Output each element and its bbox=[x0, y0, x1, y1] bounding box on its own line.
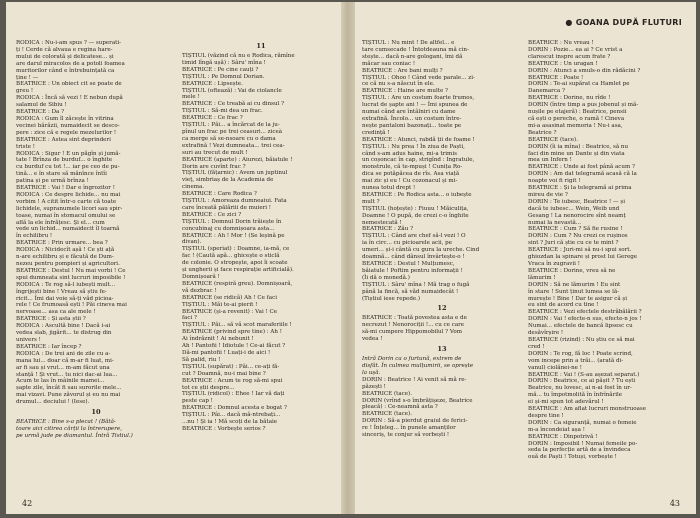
text-line: nemestecată ! bbox=[362, 219, 402, 226]
text-line: TIȘTIUL (speriat) : Doamne, ia-mă, ce bbox=[182, 246, 290, 253]
text-line: eu sint de acord cu tine ! bbox=[528, 302, 599, 309]
text-line: TIȘTIUL : Pâi... dacă mă-ntrebați... bbox=[182, 412, 281, 419]
text-line: Vraca în zugravii ! bbox=[528, 261, 580, 267]
text-line: mi-a asasinat memoria ! Nu-i asa, bbox=[528, 122, 623, 129]
left-col1-lines bbox=[16, 40, 176, 406]
text-line: murește ! Bine ! Dar te asigur că și bbox=[528, 295, 628, 302]
text-line: Ai îndrăznit ! Ai nebunit ! bbox=[182, 336, 254, 343]
text-line: triste ! bbox=[16, 143, 36, 150]
text-line: vedea ! bbox=[362, 336, 383, 343]
text-line: BEATRICE : Un obiect cit se poate de bbox=[16, 81, 122, 88]
page-number-right: 43 bbox=[669, 499, 680, 508]
text-line: Domnișoară ! bbox=[182, 274, 220, 280]
text-line: BEATRICE (respiră greu). Domnișoară, bbox=[182, 280, 293, 287]
text-line: măcar sau coniac ! bbox=[362, 60, 416, 67]
text-line: mă... tu împotmolită în înfrînările bbox=[528, 392, 623, 399]
text-line: monstrule, că te-mpuși ! Cunița Ro- bbox=[362, 164, 463, 171]
text-line: despre tine ! bbox=[528, 412, 564, 419]
text-line: RODICA : Te rog să-l iubești mult... bbox=[16, 281, 116, 288]
text-line: DORIN : Cum ? Nu crezi ce rușinos bbox=[528, 233, 628, 240]
text-line: noapte voi fi rigit ! bbox=[528, 178, 581, 185]
text-line: Să palid, riu ! bbox=[182, 356, 221, 363]
text-line: în echilibru ! bbox=[16, 233, 53, 240]
text-line: DORIN : Atunci a smuls-o din rădăcini ? bbox=[528, 67, 641, 74]
text-line: TIȘTIUL : Păi... a încărcat de la ju- bbox=[182, 122, 280, 129]
text-line: numai la nevastă... bbox=[528, 219, 582, 226]
text-line: mele ! bbox=[182, 94, 200, 101]
text-line: BEATRICE : Domnul acesta e bogat ? bbox=[182, 405, 287, 412]
text-line: numai când are întâlniri cu dame bbox=[362, 109, 456, 116]
text-line: băiatule ! Poftim pentru informații ! bbox=[362, 267, 463, 274]
text-line: Doamne ! O pupă, de crezi c-o înghite bbox=[362, 212, 469, 219]
text-line: BEATRICE : Destul ! Mulțumesc, bbox=[362, 261, 455, 267]
scene-number-10: 10 bbox=[91, 408, 101, 417]
text-line: lucrat de șapte ani ! — Îmi spunea de bbox=[362, 102, 468, 109]
text-line: seda la perfecție artă de a învindeca bbox=[528, 447, 631, 454]
text-line: DORIN : Să-a pierdut graiul de ferici- bbox=[362, 418, 468, 425]
text-line: vede un lichid... numaidecit îl toarnă bbox=[16, 226, 120, 233]
text-line: BEATRICE (tace). bbox=[362, 411, 412, 418]
text-line: doamnă... când dânsul învârtește-o ! bbox=[362, 254, 465, 261]
text-line: vanul) ciolănei-ne ! bbox=[528, 364, 582, 371]
text-line: BEATRICE : Toată povestea asta e de bbox=[362, 315, 467, 322]
text-line: desăvîrșire ! bbox=[528, 330, 564, 337]
text-line: BEATRICE : Haine are multe ? bbox=[362, 88, 448, 95]
text-line: DORIN (vrînd s-o îmbrățișeze, Beatrice bbox=[362, 397, 473, 404]
text-line: BEATRICE : Ah ! Mor ! (Se leșină pe bbox=[182, 232, 285, 239]
text-line: TIȘTIUL : Să-mi dea un frac. bbox=[182, 108, 263, 115]
text-line: divan). bbox=[182, 239, 202, 246]
text-line: ouă de Paști ! Totuși, vorbește ! bbox=[528, 454, 617, 461]
right-col1-tail-lines bbox=[362, 377, 522, 439]
right-col1-mid-lines bbox=[362, 315, 522, 343]
text-line: nunea totul drept ! bbox=[362, 185, 416, 192]
text-line: BEATRICE : Dinpotrivă ! bbox=[528, 433, 598, 440]
text-line: DORIN : Imposibil ! Numai femeile po- bbox=[528, 440, 638, 447]
text-line: extrafină. Încolo... un costum între- bbox=[362, 115, 462, 122]
text-line: DORIN : Beatrice, ce ai pășit ? Tu ești bbox=[528, 378, 636, 385]
text-line: TIȘTIUL : Măi te-ai pierit ! bbox=[182, 301, 258, 308]
text-line: tare cumsecade ! Întotdeauna mă cin- bbox=[362, 46, 469, 53]
text-line: Gesang ! La nenorocire sînt neamț bbox=[528, 212, 626, 219]
text-line: BEATRICE : Iar încep ? bbox=[16, 343, 82, 350]
text-line: BEATRICE : Acum te rog să-mi spui bbox=[182, 377, 283, 384]
text-line: BEATRICE : Un uragan ! bbox=[528, 60, 598, 67]
text-line: sint ? Juri că știe cu ce te mint ? bbox=[528, 240, 619, 247]
text-line: tot ce știi despre... bbox=[182, 384, 235, 391]
text-line: BEATRICE : Vezi efectele destrăbălării ? bbox=[528, 309, 642, 316]
text-line: TIȘTIUL (hoțește) : Fiuuu ! Măiculița, bbox=[362, 205, 469, 212]
text-line: TIȘTIUL : Domnul Dorin trăiește în bbox=[182, 218, 282, 225]
text-line: ar fi sau și vrut... m-am făcut una bbox=[16, 364, 110, 371]
text-line: BEATRICE : Vorbește serios ? bbox=[182, 425, 266, 432]
text-line: BEATRICE (tace). bbox=[528, 136, 578, 143]
text-line: BEATRICE : Ce treabă ai cu dinsul ? bbox=[182, 101, 285, 108]
text-line: nușile pe etajeră) : Beatrice, pensii bbox=[528, 109, 627, 116]
text-line: BEATRICE : Și la telegramă ai prima bbox=[528, 185, 632, 192]
text-line: peste cap ! bbox=[182, 398, 213, 405]
text-line: tină... e în stare să mănînce întîi bbox=[16, 171, 107, 178]
right-col1-stage-direction bbox=[362, 356, 522, 377]
text-line: fac ! (Caută apă... ghicește o sticlă bbox=[182, 253, 280, 260]
text-line: mana lui... doar că m-ar fi luat, mi- bbox=[16, 357, 114, 364]
text-line: BEATRICE (rizind) : Nu știu ce să mai bbox=[528, 336, 635, 343]
text-line: disfăt. În culmea mulțumirii, se oprește bbox=[362, 362, 474, 369]
text-line: BEATRICE : Și asta știi ? bbox=[16, 316, 86, 323]
text-line: BEATRICE : Care Rodica ? bbox=[182, 191, 257, 198]
text-line: pleacă) : Ce-neamnă asta ? bbox=[362, 404, 438, 411]
text-line: credință ! bbox=[362, 129, 390, 136]
text-line: TIȘTIUL : Amoreaza dumneaiui. Fata bbox=[182, 198, 287, 205]
text-line: Numai... efectele de bancă lipsesc cu bbox=[528, 323, 633, 330]
text-line: pe urmă jude pe diamantul. Întră Tistiul.) bbox=[16, 432, 133, 439]
text-line: mea un Infern ! bbox=[528, 157, 572, 164]
right-column-2 bbox=[528, 40, 688, 494]
text-line: Acum te las în mâinile mamei... bbox=[16, 378, 105, 385]
text-line: vă dezbrac ! bbox=[182, 287, 217, 294]
right-column-1 bbox=[362, 40, 522, 494]
text-line: extrafină ! Vezi dumneata... trei cea- bbox=[182, 142, 285, 149]
text-line: până la fincă, să văd numaidecât ! bbox=[362, 288, 459, 295]
text-line: spui dumneata sint lucruri imposibile ! bbox=[16, 274, 126, 281]
text-line: ghiozdan la spinare și prost lui Gerege bbox=[528, 254, 638, 261]
book-gutter bbox=[341, 2, 355, 514]
text-line: BEATRICE : Zău ? bbox=[362, 226, 414, 233]
text-line: Beatrice ? bbox=[528, 129, 557, 136]
text-line: re ! Înțeleg... în punele amanților bbox=[362, 425, 456, 432]
text-line: RODICA : Gum îl zăcește în vitrina bbox=[16, 115, 114, 122]
text-line: mului de colorată și delicatese... și bbox=[16, 53, 114, 60]
text-line: TIȘTIUL (văzind că nu e Rodica, rămîne bbox=[182, 53, 295, 59]
text-line: Dă-mi pantofii ! Luați-i de aici ! bbox=[182, 349, 271, 356]
text-line: BEATRICE : Destul ! Nu mai vorbi ! Ce bbox=[16, 267, 126, 274]
left-col2-lines bbox=[182, 53, 340, 433]
running-head: ● GOANA DUPĂ FLUTURI bbox=[565, 18, 682, 27]
text-line: umeri... și-i cântă cu gura la ureche. Cind bbox=[362, 247, 480, 254]
text-line: BEATRICE : Dorine, nu rîde ! bbox=[528, 95, 611, 102]
right-col1-lines bbox=[362, 40, 522, 302]
text-line: Beatrice, nu lovesc, ai n-ai fost în ur- bbox=[528, 385, 632, 392]
text-line: TIȘTIUL : Când are chef să-l vezi ! O bbox=[362, 233, 466, 240]
text-line: (Tiștiul iese repede.) bbox=[362, 295, 421, 302]
text-line: cred ! bbox=[528, 343, 545, 350]
text-line: concubinaj cu domnișoara asta... bbox=[182, 225, 275, 232]
text-line: DORIN : Beatrice ! Ai venit să mă re- bbox=[362, 376, 467, 383]
text-line: BEATRICE : Prin urmare... bea ? bbox=[16, 240, 108, 247]
text-line: BEATRICE : Dorine, vreu să ne bbox=[528, 267, 616, 274]
text-line: mai zic și eu ! Cu cozonacul și mi- bbox=[362, 178, 458, 185]
text-line: cinema. bbox=[182, 184, 205, 191]
text-line: ține ! — bbox=[16, 74, 39, 81]
text-line: m-a încondeiat așa ! bbox=[528, 426, 585, 433]
scene-number-12: 12 bbox=[437, 304, 447, 313]
text-line: DORIN : Ca siguranță, numai o femeie bbox=[528, 419, 637, 426]
text-line: TIȘTIUL (oftează) : Vai de ciolancle bbox=[182, 87, 282, 94]
text-line: BEATRICE (privind spre tine) : Ah ! bbox=[182, 329, 282, 336]
text-line: TIȘTIUL (fățarnic) : Avem un juptinul bbox=[182, 170, 288, 177]
page-number-left: 42 bbox=[22, 499, 33, 508]
text-line: RODICA : Nicidecît așă ! Ce ști ață bbox=[16, 247, 115, 254]
text-line: păzești ! bbox=[362, 383, 386, 390]
text-line: cut ? Doamnă, nu-i mai bine ? bbox=[182, 370, 266, 377]
text-line: ți ! Cerde că alvaua e regina hare- bbox=[16, 46, 113, 53]
text-line: DORIN : Te-ai supărat ca Hamlet pe bbox=[528, 81, 630, 88]
text-line: BEATRICE : Ce frac ? bbox=[182, 115, 243, 122]
text-line: RODICA : Nu-i-am spus ? — superati- bbox=[16, 40, 122, 46]
text-line: șapte zile, încât fi sau surorile mele... bbox=[16, 385, 122, 392]
text-line: greu ! bbox=[16, 88, 34, 95]
text-line: univers ! bbox=[16, 336, 41, 343]
text-line: vom incepe prin a trăi... (arată di- bbox=[528, 357, 624, 364]
text-line: stește... dacă n-are gologani, îmi dă bbox=[362, 53, 463, 60]
text-line: află la ele înfrățesc. Și el... cum bbox=[16, 219, 105, 226]
text-line: DORIN (îi ia mîna) : Beatrice, să nu bbox=[528, 143, 629, 150]
text-line: timid lîngă ușă) : Sâru' mîna ! bbox=[182, 59, 266, 66]
text-line: lichidele, supranumele licori sau spir- bbox=[16, 205, 123, 212]
text-line: pere : zice că e regele mezelurilor ! bbox=[16, 129, 117, 136]
text-line: RODICA : Încă să vezi ! E nebun după bbox=[16, 95, 123, 102]
text-line: nește pantaloni bazonați... toate pe bbox=[362, 122, 462, 129]
text-line: dica se potăpăcea de rîs. Asa viață bbox=[362, 171, 460, 178]
text-line: când s-am adus haine, mi-a trimis bbox=[362, 150, 457, 157]
text-line: de colonie. O stropește, apoi îi scoate bbox=[182, 260, 288, 267]
text-line: DORIN : Pozie... ea ai ? Ce vrist a bbox=[528, 46, 623, 53]
text-line: ia în circ... cu picioarele acii, pe bbox=[362, 240, 453, 247]
left-column-1 bbox=[16, 40, 176, 494]
text-line: BEATRICE (tace). bbox=[362, 390, 412, 397]
text-line: vieț, simbriaș de la Academia de bbox=[182, 177, 274, 184]
text-line: TIȘTIUL : Sâru' mîna ! Mă trag o fugă bbox=[362, 281, 470, 288]
text-line: faci din mine un Dante și din viata bbox=[528, 150, 625, 157]
text-line: BEATRICE : Am aflat lucruri monstruoase bbox=[528, 406, 647, 413]
text-line: mireu de vie ? bbox=[528, 191, 568, 198]
text-line: BEATRICE : Pe cine cauți ? bbox=[182, 66, 259, 73]
text-line: ca merge să se-nsoare cu o dama bbox=[182, 135, 276, 142]
text-line: are darul miracolos de a potoli foamea bbox=[16, 60, 125, 67]
text-line: BEATRICE : Poate ! bbox=[528, 74, 584, 81]
text-line: DORIN (între timp a pus jobenul și mă- bbox=[528, 102, 639, 109]
text-line: BEATRICE : Vai ! (S-au așezat separat.) bbox=[528, 371, 640, 378]
text-line: TIȘTIUL : Nu prea ! În ziua de Paști, bbox=[362, 143, 465, 150]
text-line: și ungherii și face respirație artificială). bbox=[182, 267, 294, 274]
text-line: muritorilor când e întrebuințată ca bbox=[16, 67, 115, 74]
text-line: nervoase... asa ca ale mele ! bbox=[16, 309, 96, 316]
text-line: BEATRICE : Bine s-a plecat ! (Bătă- bbox=[16, 419, 116, 426]
text-line: BEATRICE : Da ? bbox=[16, 109, 65, 116]
text-line: RODICA : Ascultă bine ! Dacă i-ai bbox=[16, 323, 111, 330]
text-line: BEATRICE : Juri-mi să nu-i spui sort. bbox=[528, 247, 632, 254]
text-line: vedea slab, jigărit... te distrug din bbox=[16, 330, 112, 337]
text-line: TIȘTIUL (supărat) : Păi... ce-ați fă- bbox=[182, 363, 280, 370]
text-line: să-mi cumpere Hippomobilul ? Vom bbox=[362, 329, 462, 336]
text-line: necrezut ! Nenorociții !... cu ce care bbox=[362, 322, 465, 329]
text-line: n-are echilibru și e făcută de Dum- bbox=[16, 254, 114, 261]
text-line: toare aici citirea cărții la întrerupere, bbox=[16, 425, 122, 432]
text-line: TIȘTIUL : Pe Domnul Dorian. bbox=[182, 73, 265, 80]
text-line: BEATRICE : Unde ai fost până acum ? bbox=[528, 164, 635, 171]
text-line: DORIN : Te iubesc, Beatrice ! — și bbox=[528, 198, 625, 205]
text-line: rele ! Ce frumoasă ești ! Păi cineva mai bbox=[16, 302, 127, 309]
text-line: clarescut inspre acum frate ? bbox=[528, 53, 611, 60]
text-line: nezeu pentru pompieri și agricultori. bbox=[16, 261, 120, 267]
text-line: Intră Dorin ca o furtună, extrem de bbox=[362, 356, 462, 363]
text-line: sinceriș, te conjur să vorbești ! bbox=[362, 432, 450, 439]
left-column-2 bbox=[182, 40, 340, 494]
text-line: mai vizavi. Pune zăvorul și eu nu mai bbox=[16, 392, 121, 399]
text-line: RODICA : Ce despre lichide... nu mai bbox=[16, 191, 121, 198]
text-line: salamul de Sibiu ! bbox=[16, 102, 67, 109]
text-line: BEATRICE : Cum ? Să fie rusine ! bbox=[528, 226, 623, 233]
left-col1-tail-lines bbox=[16, 419, 176, 440]
text-line: BEATRICE : Are bani mulți ? bbox=[362, 67, 443, 74]
text-line: BEATRICE : Lipsește. bbox=[182, 80, 243, 87]
text-line: ce că nu s-a născut în ele. bbox=[362, 81, 435, 88]
text-line: la ușă. bbox=[362, 369, 381, 376]
text-line: care înceată pălăriii de muieri ! bbox=[182, 204, 272, 211]
text-line: patina și pe urmă brînza ! bbox=[16, 178, 89, 185]
text-line: stanță ! Și vrut... tu nici dac-ai lua... bbox=[16, 371, 118, 378]
text-line: un coșoncac în cap, strigînd : Ingratule, bbox=[362, 157, 475, 164]
text-line: lămurim ! bbox=[528, 274, 556, 281]
text-line: tate ! Brînza de burduf... o înghite bbox=[16, 157, 113, 164]
text-line: Danemarca ? bbox=[528, 88, 565, 95]
text-line: TIȘTIUL (ridicol) : Ehee ! Iar vă dați bbox=[182, 391, 285, 398]
text-line: BEATRICE : Nu vreau ! bbox=[528, 40, 594, 46]
text-line: suri au trecut de mult ! bbox=[182, 149, 248, 156]
text-line: TIȘTIUL : Nu mint ! De altfel... e bbox=[362, 40, 455, 46]
text-line: Ah ! Pantofii ! Idiotule ! Ce-ai făcut ? bbox=[182, 343, 286, 350]
text-line: RODICA : De trei ani de zile cu a- bbox=[16, 350, 111, 357]
text-line: BEATRICE : Atunci, rabdă ții de foame ! bbox=[362, 136, 475, 143]
text-line: ei și-mi spun tot adevărul ! bbox=[528, 399, 604, 406]
text-line: BEATRICE (aparte) : Aiurezi, băiatule ! bbox=[182, 156, 293, 163]
scene-number-11: 11 bbox=[256, 42, 266, 50]
text-line: că ești o pereche, o ramă ! Cineva bbox=[528, 115, 625, 122]
text-line: BEATRICE : Pe Rodica asta... o iubește bbox=[362, 191, 472, 198]
right-page bbox=[358, 2, 692, 514]
text-line: DORIN : Te rog, fă loc ! Poate scrind, bbox=[528, 350, 633, 357]
text-line: TIȘTIUL : Are un costum foarte frumos, bbox=[362, 95, 475, 102]
text-line: mult ? bbox=[362, 198, 380, 205]
text-line: DORIN : Vai ! efecte-n sus, efecte-n jos ! bbox=[528, 316, 642, 323]
text-line: cu burduf cu tot !... iar pe ceo de pu- bbox=[16, 164, 120, 171]
text-line: faci ? bbox=[182, 315, 197, 322]
text-line: dacă te iubesc... Wein, Weib und bbox=[528, 205, 620, 212]
text-line: TIȘTIUL : Păi... să vă scot maraferiile ! bbox=[182, 322, 292, 329]
text-line: pînul un frac pe trei ceasuri... ziceà bbox=[182, 128, 283, 135]
right-col2-lines bbox=[528, 40, 688, 461]
text-line: toase, numai în stomacul omului se bbox=[16, 212, 116, 219]
text-line: BEATRICE : Ce zici ? bbox=[182, 211, 242, 218]
text-line: BEATRICE : Vai ! Dar e îngrozitor ! bbox=[16, 185, 115, 192]
text-line: Dorin are cuvînt frac ? bbox=[182, 163, 246, 170]
text-line: BEATRICE (se ridică) Ah ! Ce faci bbox=[182, 294, 277, 301]
text-line: TIȘTIUL : Ohoo ! Când vede parale... zi- bbox=[362, 74, 475, 81]
text-line: vecinei bărăzii, numaidecit se desco- bbox=[16, 122, 120, 129]
text-line: (Îi dă o monedă.) bbox=[362, 274, 410, 281]
text-line: RODICA : Sigur ! E un păgîn și jumă- bbox=[16, 150, 121, 157]
text-line: BEATRICE (și-a revenit) : Vai ! Ce bbox=[182, 308, 278, 315]
text-line: DORIN : Am dat telegramă acasă că la bbox=[528, 171, 637, 178]
text-line: drumul... deciului ! (Iese). bbox=[16, 399, 90, 406]
text-line: vorbim ! A citit într-o carte că toate bbox=[16, 198, 117, 205]
text-line: ...nu ! Și ia ! Mă scoți de la bătaie bbox=[182, 419, 278, 426]
text-line: ricit... Îmi dai voie să-ți văd picioa- bbox=[16, 295, 114, 302]
text-line: BEATRICE : Astea sint deprinderi bbox=[16, 136, 111, 143]
left-page bbox=[12, 2, 342, 514]
text-line: îngrijești bine ! Vreau să știu fe- bbox=[16, 288, 107, 295]
scene-number-13: 13 bbox=[437, 345, 447, 354]
text-line: în stare ! Sunt ținut lumea se lă- bbox=[528, 288, 620, 295]
text-line: DORIN : Să ne lămurim ! Eu sint bbox=[528, 281, 621, 288]
